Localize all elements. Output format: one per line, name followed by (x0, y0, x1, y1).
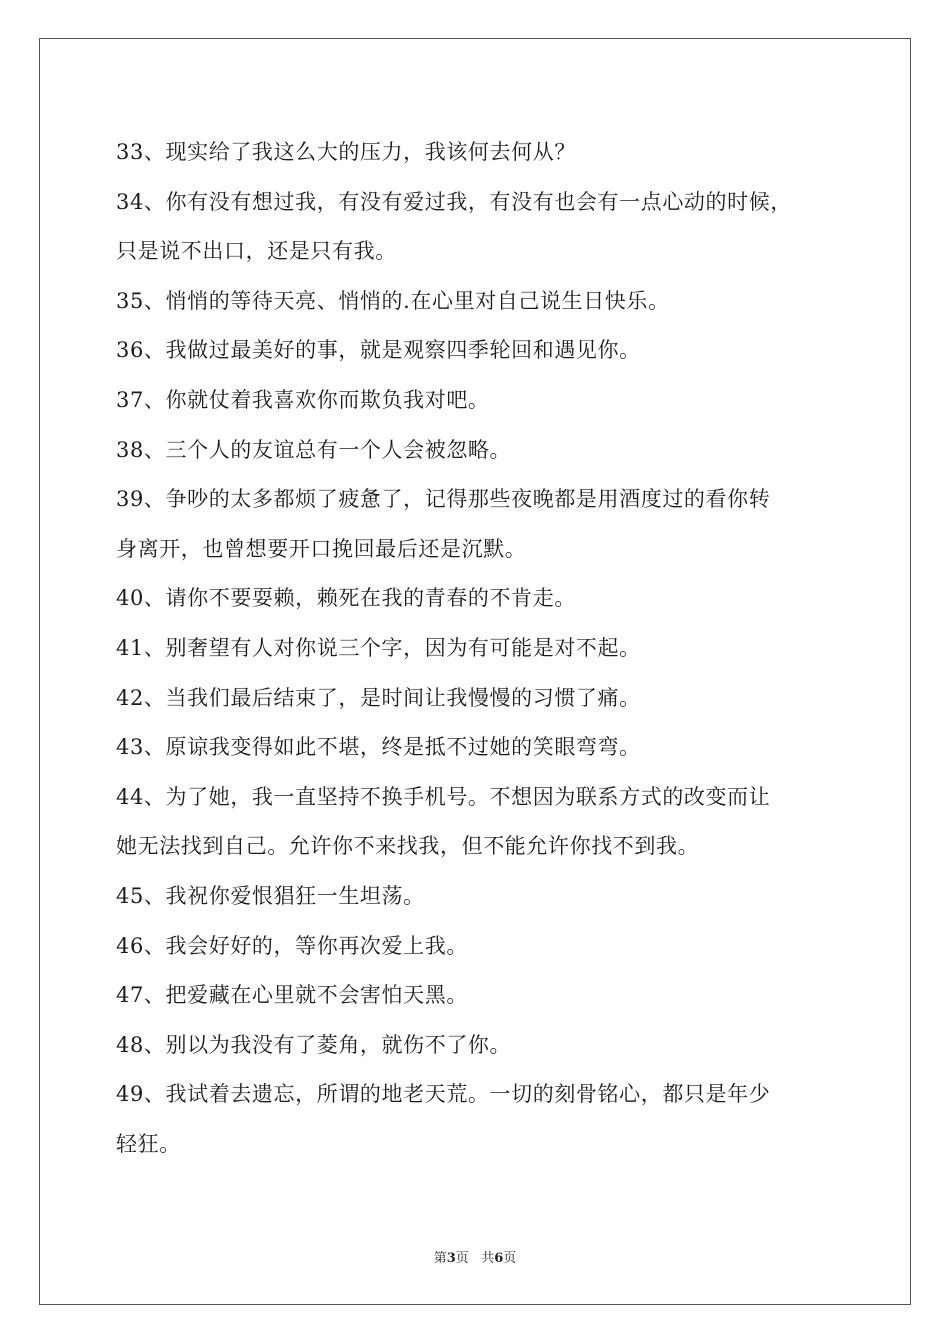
page-prefix: 第 (433, 1251, 447, 1266)
page-number: 3 (446, 1251, 456, 1266)
total-pages: 6 (494, 1251, 504, 1266)
text-line: 41、别奢望有人对你说三个字，因为有可能是对不起。 (116, 635, 641, 660)
text-line: 44、为了她，我一直坚持不换手机号。不想因为联系方式的改变而让 (116, 784, 771, 809)
text-line: 只是说不出口，还是只有我。 (116, 239, 397, 264)
total-prefix: 共 (481, 1251, 495, 1266)
text-line: 40、请你不要耍赖，赖死在我的青春的不肯走。 (116, 586, 576, 611)
text-line: 33、现实给了我这么大的压力，我该何去何从？ (116, 140, 576, 164)
text-line: 39、争吵的太多都烦了疲惫了，记得那些夜晚都是用酒度过的看你转 (116, 487, 771, 512)
text-line: 43、原谅我变得如此不堪，终是抵不过她的笑眼弯弯。 (116, 735, 641, 760)
text-line: 37、你就仗着我喜欢你而欺负我对吧。 (116, 387, 490, 412)
text-line: 45、我祝你爱恨猖狂一生坦荡。 (116, 883, 425, 908)
text-line: 她无法找到自己。允许你不来找我，但不能允许你找不到我。 (116, 834, 700, 859)
page-footer (0, 1247, 950, 1266)
text-line: 35、悄悄的等待天亮、悄悄的.在心里对自己说生日快乐。 (116, 288, 670, 313)
total-suffix: 页 (503, 1251, 517, 1266)
text-line: 34、你有没有想过我，有没有爱过我，有没有也会有一点心动的时候， (116, 189, 792, 214)
text-line: 48、别以为我没有了菱角，就伤不了你。 (116, 1032, 512, 1057)
text-line: 46、我会好好的，等你再次爱上我。 (116, 933, 468, 958)
text-line: 轻狂。 (116, 1131, 181, 1156)
page-suffix: 页 (455, 1251, 469, 1266)
text-line: 身离开，也曾想要开口挽回最后还是沉默。 (116, 536, 527, 561)
text-line: 47、把爱藏在心里就不会害怕天黑。 (116, 983, 468, 1008)
text-line: 38、三个人的友谊总有一个人会被忽略。 (116, 437, 512, 462)
document-body (116, 128, 836, 1169)
text-line: 36、我做过最美好的事，就是观察四季轮回和遇见你。 (116, 338, 641, 363)
text-line: 49、我试着去遗忘，所谓的地老天荒。一切的刻骨铭心，都只是年少 (116, 1082, 771, 1107)
text-line: 42、当我们最后结束了，是时间让我慢慢的习惯了痛。 (116, 685, 641, 710)
